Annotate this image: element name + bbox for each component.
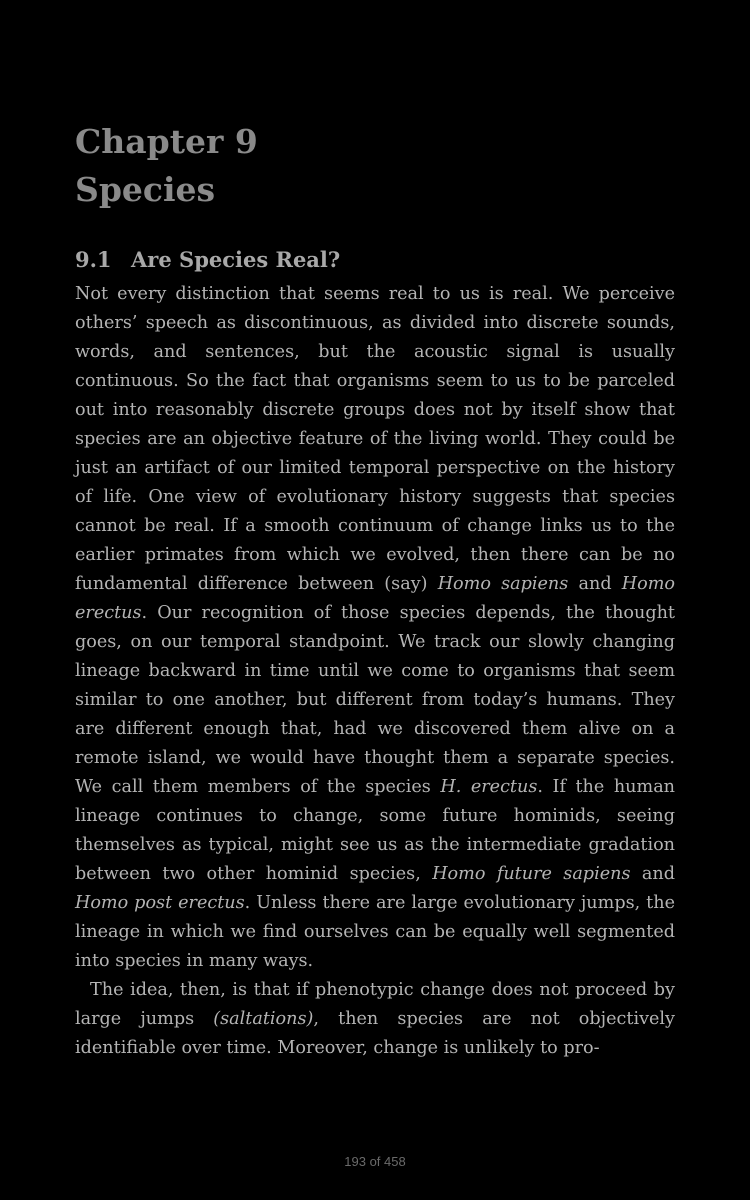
section-title: Are Species Real?: [131, 247, 341, 272]
text-run: . If the human lineage continues to change, some future hominids, seeing themselves as typical, might see us as the intermediate gradation between two other hominid species,: [75, 777, 676, 884]
text-run: , then species are not objectively identifiable over time. Moreover, change is unlikely to pro-: [75, 1009, 675, 1058]
body-text: [75, 280, 675, 1063]
text-run: . Unless there are large evolutionary jumps, the lineage in which we find ourselves can be equally well segmented into species in many ways.: [75, 893, 675, 971]
italic-term: (saltations): [213, 1009, 314, 1029]
reading-page: [75, 122, 675, 1063]
section-heading: [75, 246, 675, 274]
italic-term: Homo erectus: [75, 574, 675, 623]
italic-term: H. erectus: [440, 777, 538, 797]
paragraph: [75, 976, 675, 1063]
chapter-label: Chapter 9: [75, 122, 258, 161]
italic-term: Homo sapiens: [437, 574, 569, 594]
text-run: and: [568, 574, 622, 594]
italic-term: Homo future sapiens: [432, 864, 631, 884]
paragraph: [75, 280, 675, 976]
text-run: . Our recognition of those species depends, the thought goes, on our temporal standpoint. We track our slowly changing lineage backward in time until we come to organisms that seem similar to one another, but different from today’s humans. They are different enough that, had we discovered them alive on a remote island, we would have thought them a separate species. We call them members of the species: [75, 603, 675, 797]
page-indicator: 193 of 458: [344, 1154, 406, 1169]
text-run: The idea, then, is that if phenotypic change does not proceed by large jumps: [75, 980, 675, 1029]
text-run: and: [630, 864, 675, 884]
section-number: 9.1: [75, 247, 112, 272]
text-run: Not every distinction that seems real to us is real. We perceive others’ speech as discontinuous, as divided into discrete sounds, words, and sentences, but the acoustic signal is usually continuous. So the fact that organisms seem to us to be parceled out into reasonably discrete groups does not by itself show that species are an objective feature of the living world. They could be just an artifact of our limited temporal perspective on the history of life. One view of evolutionary history suggests that species cannot be real. If a smooth continuum of change links us to the earlier primates from which we evolved, then there can be no fundamental difference between (say): [75, 284, 675, 594]
chapter-title: Species: [75, 170, 216, 209]
italic-term: Homo post erectus: [75, 893, 245, 913]
